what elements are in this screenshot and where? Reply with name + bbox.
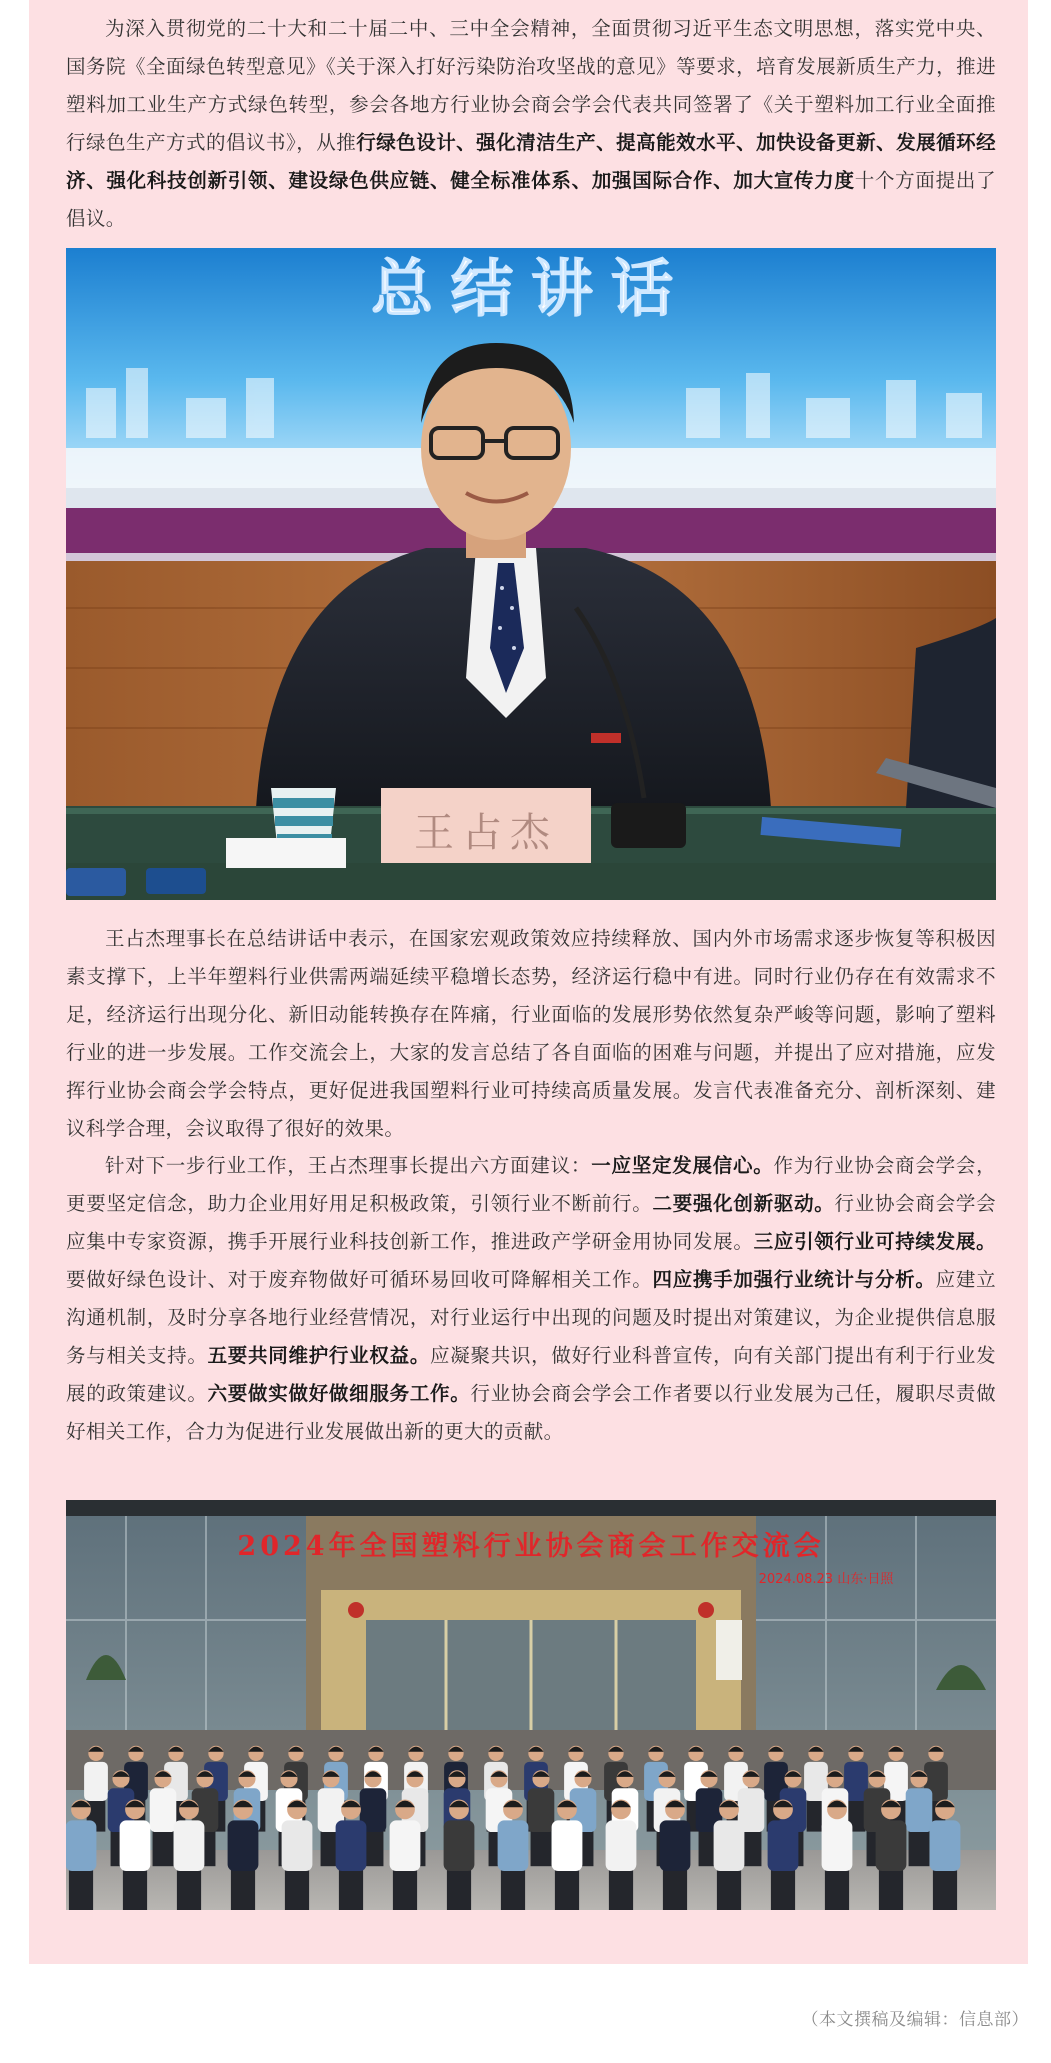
bold-text-run: 行绿色设计、强化清洁生产、提高能效水平、加快设备更新、发展循环经济、强化科技创新引领、建设绿色供应链、健全标准体系、加强国际合作、加大宣传力度 xyxy=(66,131,996,192)
text-run: 王占杰理事长在总结讲话中表示，在国家宏观政策效应持续释放、国内外市场需求逐步恢复等积极因素支撑下，上半年塑料行业供需两端延续平稳增长态势，经济运行稳中有进。同时行业仍存在有效需求不足，经济运行出现分化、新旧动能转换存在阵痛，行业面临的发展形势依然复杂严峻等问题，影响了塑料行业的进一步发展。工作交流会上，大家的发言总结了各自面临的困难与问题，并提出了应对措施，应发挥行业协会商会学会特点，更好促进我国塑料行业可持续高质量发展。发言代表准备充分、剖析深刻、建议科学合理，会议取得了很好的效果。 xyxy=(66,927,996,1140)
bold-text-run: 二要强化创新驱动。 xyxy=(652,1192,835,1215)
text-run: 为深入贯彻党的二十大和二十届二中、三中全会精神，全面贯彻习近平生态文明思想，落实党中央、国务院《全面绿色转型意见》《关于深入打好污染防治攻坚战的意见》等要求，培育发展新质生产力，推进塑料加工业生产方式绿色转型，参会各地方行业协会商会学会代表共同签署了《关于塑料加工行业全面推行绿色生产方式的倡议书》，从推 xyxy=(66,17,996,154)
text-run: 行业协会商会学会工作者要以行业发展为己任，履职尽责做好相关工作，合力为促进行业发展做出新的更大的贡献。 xyxy=(66,1382,996,1443)
paragraph-summary xyxy=(66,920,996,1148)
editor-credit: （本文撰稿及编辑：信息部） xyxy=(801,2010,1029,2030)
photo-group xyxy=(66,1500,996,1910)
text-run: 应凝聚共识，做好行业科普宣传，向有关部门提出有利于行业发展的政策建议。 xyxy=(66,1344,996,1405)
nameplate-text: 王占杰 xyxy=(414,810,558,856)
date-text: 2024.08.23 山东·日照 xyxy=(758,1572,894,1587)
bold-text-run: 六要做实做好做细服务工作。 xyxy=(207,1382,471,1405)
bold-text-run: 一应坚定发展信心。 xyxy=(591,1154,774,1177)
bold-text-run: 三应引领行业可持续发展。 xyxy=(753,1230,996,1253)
paragraph-initiative xyxy=(66,10,996,238)
text-run: 要做好绿色设计、对于废弃物做好可循环易回收可降解相关工作。 xyxy=(66,1268,653,1291)
banner-text: 2024年全国塑料行业协会商会工作交流会 xyxy=(237,1531,825,1562)
text-run: 行业协会商会学会应集中专家资源，携手开展行业科技创新工作，推进政产学研金用协同发展。 xyxy=(66,1192,996,1253)
bold-text-run: 四应携手加强行业统计与分析。 xyxy=(652,1268,936,1291)
text-run: 十个方面提出了倡议。 xyxy=(66,169,996,230)
text-run: 针对下一步行业工作，王占杰理事长提出六方面建议： xyxy=(105,1154,592,1177)
photo-closing-speech xyxy=(66,248,996,900)
bold-text-run: 五要共同维护行业权益。 xyxy=(207,1344,431,1367)
banner-text: 总结讲话 xyxy=(370,252,692,325)
text-run: 作为行业协会商会学会，更要坚定信念，助力企业用好用足积极政策，引领行业不断前行。 xyxy=(66,1154,996,1215)
closing-speech-image xyxy=(66,248,996,900)
paragraph-suggestions xyxy=(66,1147,996,1451)
group-photo-image xyxy=(66,1500,996,1910)
text-run: 应建立沟通机制，及时分享各地行业经营情况，对行业运行中出现的问题及时提出对策建议，为企业提供信息服务与相关支持。 xyxy=(66,1268,996,1367)
